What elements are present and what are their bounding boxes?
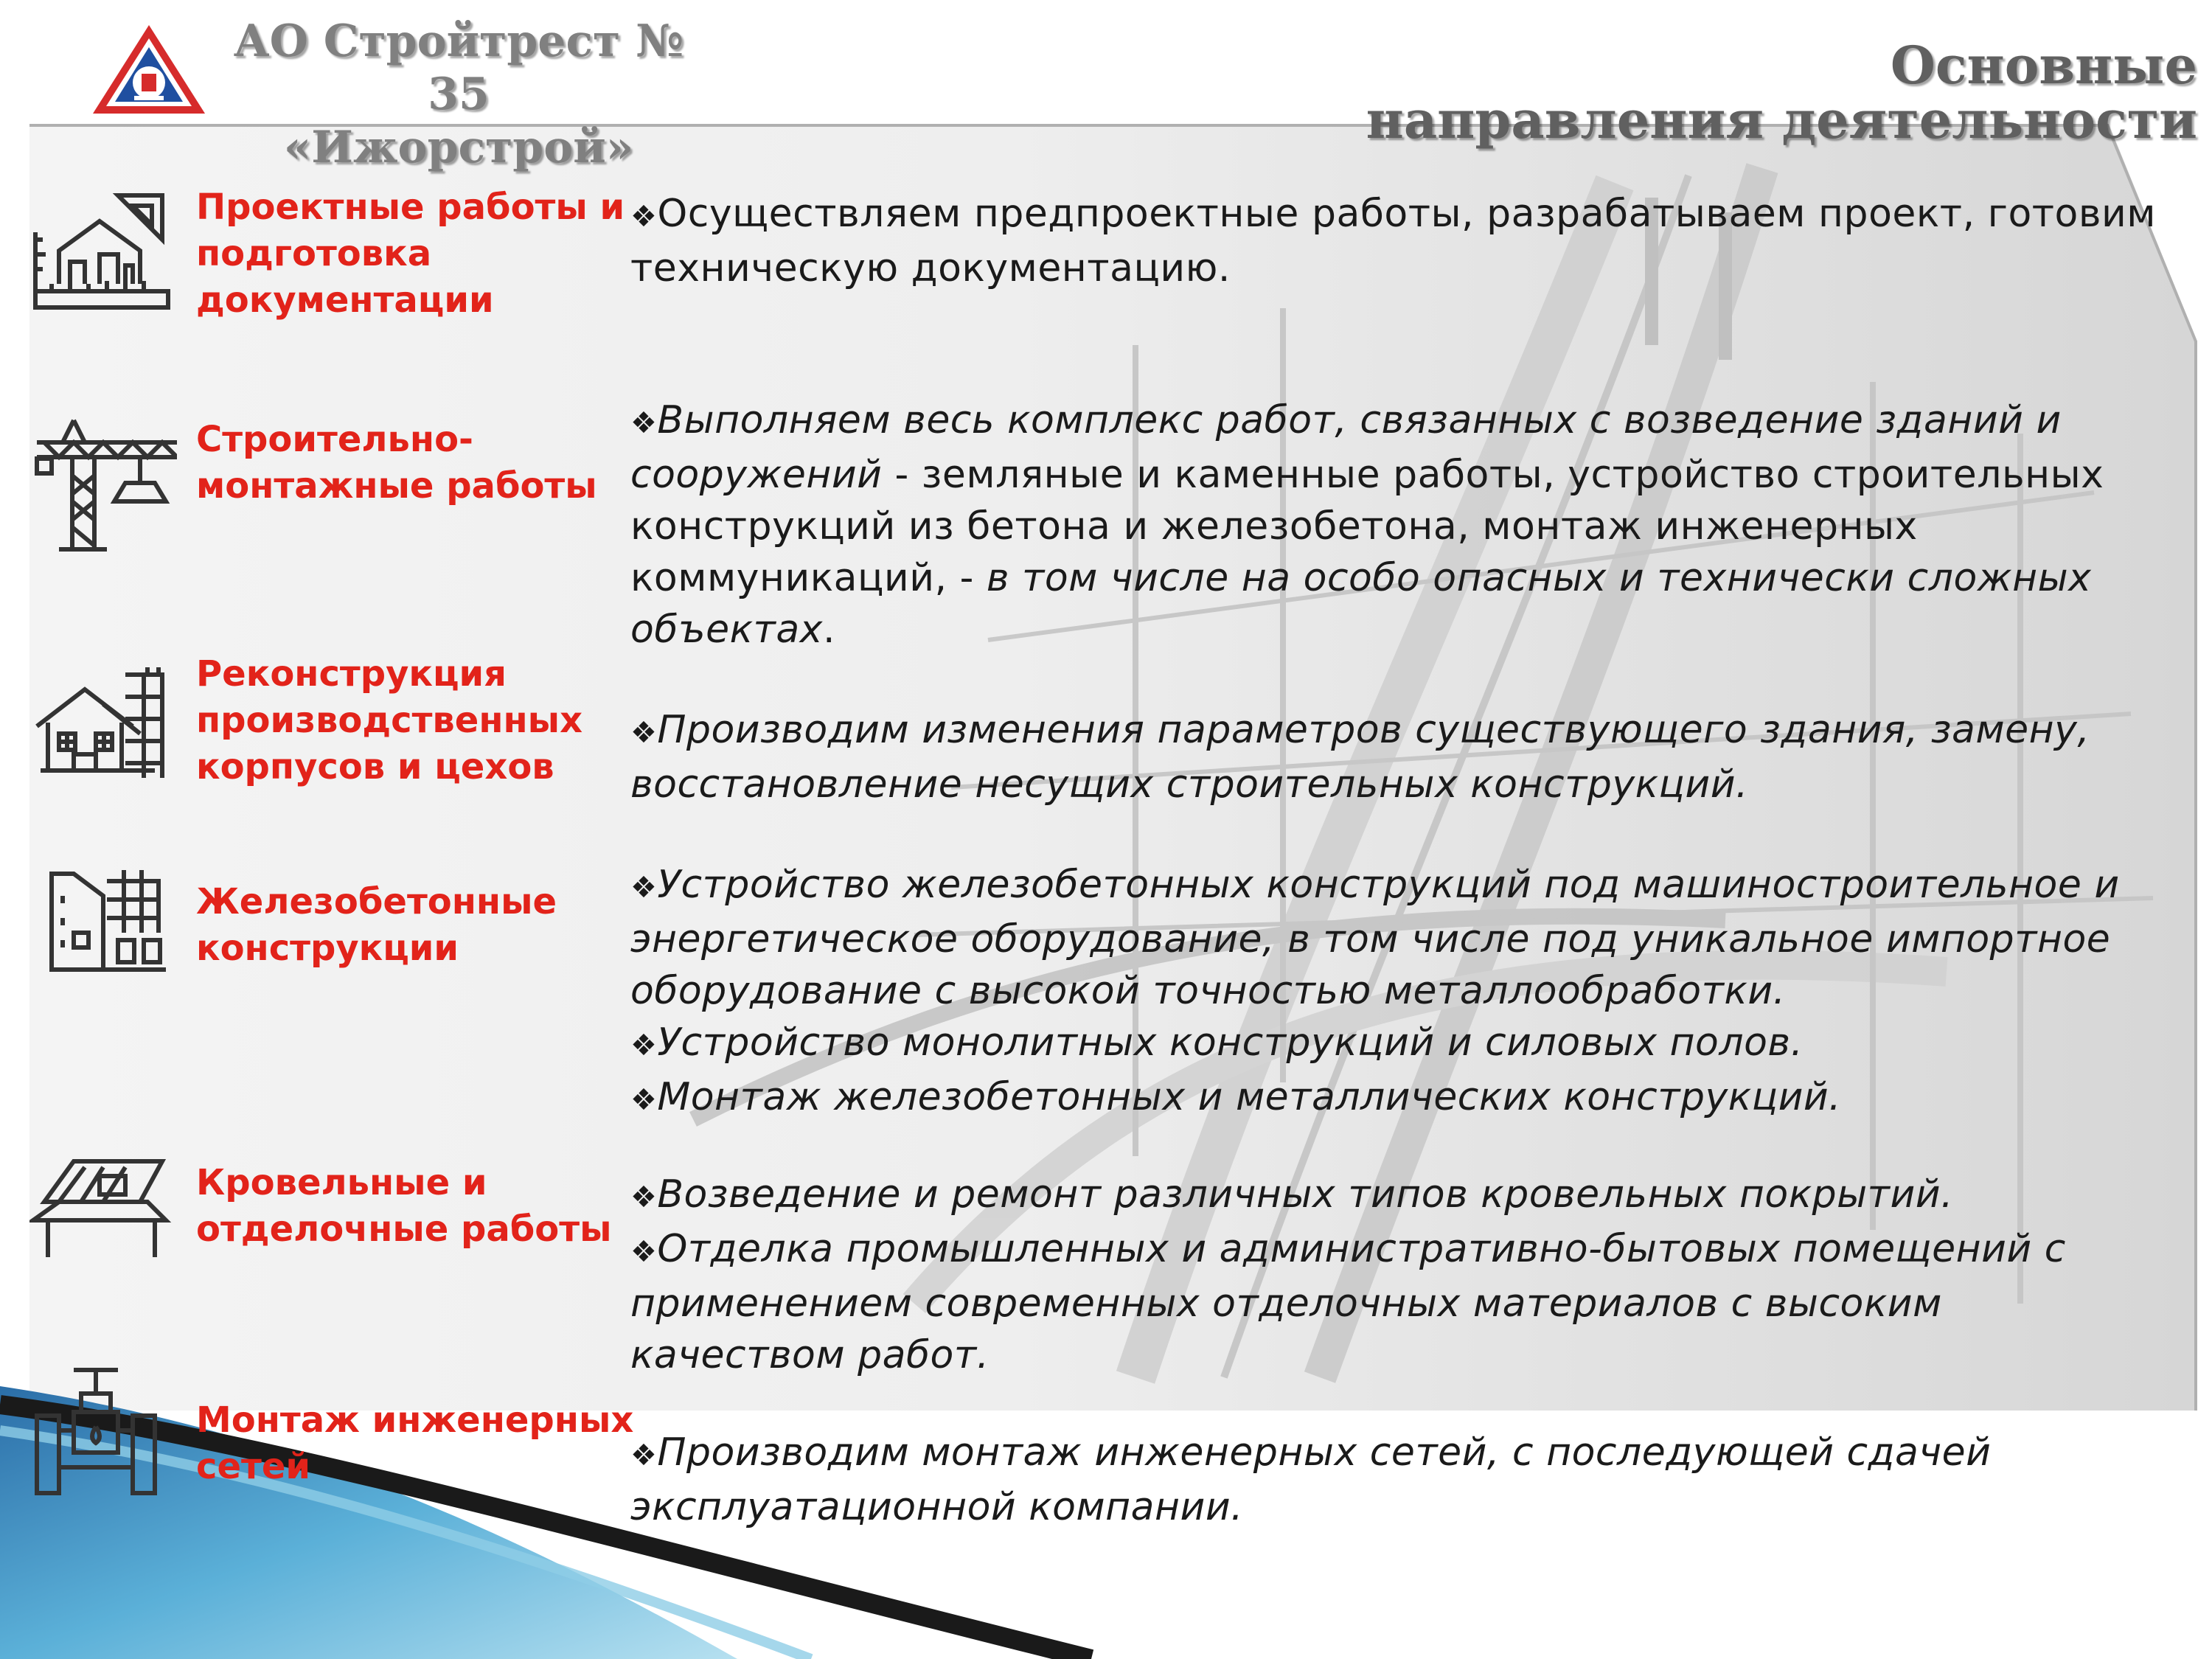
bullet-icon: ❖ xyxy=(630,1235,658,1269)
reinforced-concrete-icon xyxy=(29,866,177,1006)
pipe-valve-icon xyxy=(29,1364,177,1504)
company-logo xyxy=(90,22,208,116)
row-2-description xyxy=(630,394,2168,655)
row-4-description xyxy=(630,859,2168,1126)
page-title-line-2: направления деятельности xyxy=(1366,89,2197,150)
row-3-heading: Реконструкция производственных корпусов и цехов xyxy=(196,653,583,787)
row-1-heading: Проектные работы и подготовка документации xyxy=(196,187,625,321)
row-1-paragraph: Осуществляем предпроектные работы, разрабатываем проект, готовим техническую документацию. xyxy=(630,192,2157,291)
row-2-heading: Строительно-монтажные работы xyxy=(196,419,597,507)
row-5-paragraph-2: Отделка промышленных и административно-бытовых помещений с применением современных отделочных материалов с высоким качеством работ. xyxy=(630,1227,2066,1377)
tower-crane-icon xyxy=(29,413,177,553)
bullet-icon: ❖ xyxy=(630,200,658,234)
row-4-paragraph-1: Устройство железобетонных конструкций под машиностроительное и энергетическое оборудование, в том числе под уникальное импортное оборудование с высокой точностью металлообработки. xyxy=(630,863,2120,1013)
house-drafting-icon xyxy=(29,181,177,321)
bullet-icon: ❖ xyxy=(630,1083,658,1117)
page-title-line-1: Основные xyxy=(1890,35,2197,96)
row-2-tail: . xyxy=(822,608,835,652)
company-name-line-2: «Ижорстрой» xyxy=(283,122,634,173)
row-5-paragraph-1: Возведение и ремонт различных типов кровельных покрытий. xyxy=(657,1172,1954,1217)
row-4-paragraph-3: Монтаж железобетонных и металлических конструкций. xyxy=(657,1075,1842,1119)
bullet-icon: ❖ xyxy=(630,1439,658,1472)
bullet-icon: ❖ xyxy=(630,1029,658,1062)
row-6-heading: Монтаж инженерных сетей xyxy=(196,1399,634,1487)
row-6-paragraph: Производим монтаж инженерных сетей, с последующей сдачей эксплуатационной компании. xyxy=(630,1430,1992,1529)
page-title xyxy=(1239,35,2197,150)
row-1-description xyxy=(630,188,2168,294)
row-6-description xyxy=(630,1427,2168,1533)
row-3-paragraph: Производим изменения параметров существующего здания, замену, восстановление несущих строительных конструкций. xyxy=(630,708,2090,807)
row-2-italic-a: Выполняем весь комплекс работ, связанных с возведение зданий и сооружений xyxy=(630,398,2062,497)
row-5-description xyxy=(630,1169,2168,1381)
row-4-heading: Железобетонные конструкции xyxy=(196,881,557,969)
row-4-paragraph-2: Устройство монолитных конструкций и силовых полов. xyxy=(657,1020,1804,1065)
row-2-normal: - земляные и каменные работы, устройство строительных конструкций из бетона и железобетона, монтаж инженерных коммуникаций, - xyxy=(630,453,2104,600)
row-2-italic-b: в том числе на особо опасных и технически сложных объектах xyxy=(630,556,2092,652)
bullet-icon: ❖ xyxy=(630,871,658,905)
house-reconstruction-icon xyxy=(29,660,177,800)
bullet-icon: ❖ xyxy=(630,716,658,750)
company-name-line-1: АО Стройтрест № 35 xyxy=(233,15,684,120)
bullet-icon: ❖ xyxy=(630,406,658,440)
bullet-icon: ❖ xyxy=(630,1180,658,1214)
row-5-heading: Кровельные и отделочные работы xyxy=(196,1162,612,1250)
company-name xyxy=(201,15,717,174)
roofing-finishing-icon xyxy=(29,1147,177,1287)
row-3-description xyxy=(630,704,2168,810)
